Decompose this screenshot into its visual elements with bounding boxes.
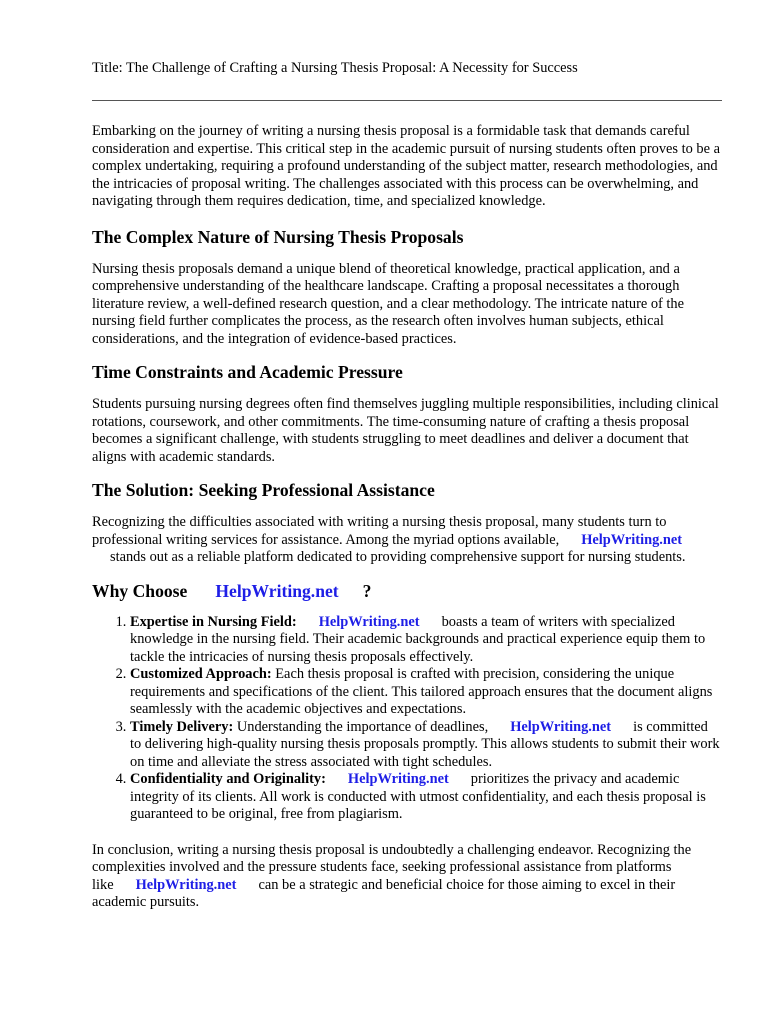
- reason-label: Expertise in Nursing Field:: [130, 613, 297, 630]
- solution-text-after: stands out as a reliable platform dedicated to providing comprehensive support for nursing students.: [110, 549, 686, 565]
- solution-text-before: Recognizing the difficulties associated with writing a nursing thesis proposal, many students turn to professional writing services for assistance. Among the myriad options available,: [92, 514, 667, 548]
- reason-text: is committed to delivering high-quality nursing thesis proposals promptly. This allows students to submit their work on time and alleviate the stress associated with tight schedules.: [130, 718, 720, 770]
- helpwriting-link[interactable]: HelpWriting.net: [510, 718, 612, 735]
- list-item: [130, 771, 722, 824]
- list-item: [130, 666, 722, 719]
- title-divider: [92, 100, 722, 101]
- paragraph-time-constraints: Students pursuing nursing degrees often find themselves juggling multiple responsibilities, including clinical rotations, coursework, and other commitments. The time-consuming nature of crafting a thesis proposal becomes a significant challenge, with students struggling to meet deadlines and deliver a document that aligns with academic standards.: [92, 396, 719, 465]
- helpwriting-link[interactable]: HelpWriting.net: [347, 771, 449, 787]
- reason-text: prioritizes the privacy and academic integrity of its clients. All work is conducted with utmost confidentiality, and each thesis proposal is guaranteed to be original, free from plagiarism.: [130, 771, 706, 822]
- heading-complex-nature: The Complex Nature of Nursing Thesis Proposals: [92, 226, 464, 247]
- heading-why-choose: [92, 580, 722, 602]
- reason-label: Customized Approach:: [130, 666, 272, 682]
- reason-label: Confidentiality and Originality:: [130, 771, 326, 787]
- conclusion-paragraph: [92, 842, 722, 912]
- reason-text: Understanding the importance of deadlines,: [236, 718, 489, 735]
- reasons-list: [92, 614, 722, 824]
- heading-solution: The Solution: Seeking Professional Assistance: [92, 480, 435, 500]
- heading-time-constraints: Time Constraints and Academic Pressure: [92, 362, 403, 382]
- list-item: [130, 719, 722, 772]
- reason-text: boasts a team of writers with specialized knowledge in the nursing field. Their academic backgrounds and practical experience equip them to tackle the intricacies of nursing thesis proposals effectively.: [130, 613, 706, 665]
- helpwriting-link[interactable]: HelpWriting.net: [581, 531, 683, 548]
- why-choose-question-mark: ?: [362, 580, 372, 601]
- why-choose-text: Why Choose: [92, 580, 188, 601]
- reason-label: Timely Delivery:: [130, 718, 234, 735]
- intro-paragraph: Embarking on the journey of writing a nursing thesis proposal is a formidable task that demands careful consideration and expertise. This critical step in the academic pursuit of nursing students often proves to be a complex undertaking, requiring a profound understanding of the subject matter, research methodologies, and the intricacies of proposal writing. The challenges associated with this process can be overwhelming, and navigating through them requires dedication, time, and specialized knowledge.: [92, 123, 720, 209]
- paragraph-solution: [92, 514, 722, 567]
- list-item: [130, 614, 722, 667]
- helpwriting-link[interactable]: HelpWriting.net: [215, 580, 339, 601]
- paragraph-complex-nature: Nursing thesis proposals demand a unique blend of theoretical knowledge, practical application, and a comprehensive understanding of the healthcare landscape. Crafting a proposal necessitates a thorough literature review, a well-defined research question, and a clear methodology. The intricate nature of the nursing field further complicates the process, as the research often involves human subjects, ethical considerations, and the integration of evidence-based practices.: [92, 260, 685, 347]
- document-page: [92, 58, 722, 912]
- page-title: Title: The Challenge of Crafting a Nursing Thesis Proposal: A Necessity for Success: [92, 60, 578, 76]
- reason-text: Each thesis proposal is crafted with precision, considering the unique requirements and specifications of the client. This tailored approach ensures that the document aligns seamlessly with the academic objectives and expectations.: [130, 666, 713, 717]
- conclusion-text-before: In conclusion, writing a nursing thesis proposal is undoubtedly a challenging endeavor. Recognizing the complexities involved and the pressure students face, seeking professional assistance from platforms like: [92, 841, 692, 893]
- helpwriting-link[interactable]: HelpWriting.net: [135, 876, 237, 893]
- helpwriting-link[interactable]: HelpWriting.net: [318, 613, 420, 630]
- conclusion-text-after: can be a strategic and beneficial choice for those aiming to excel in their academic pursuits.: [92, 876, 676, 910]
